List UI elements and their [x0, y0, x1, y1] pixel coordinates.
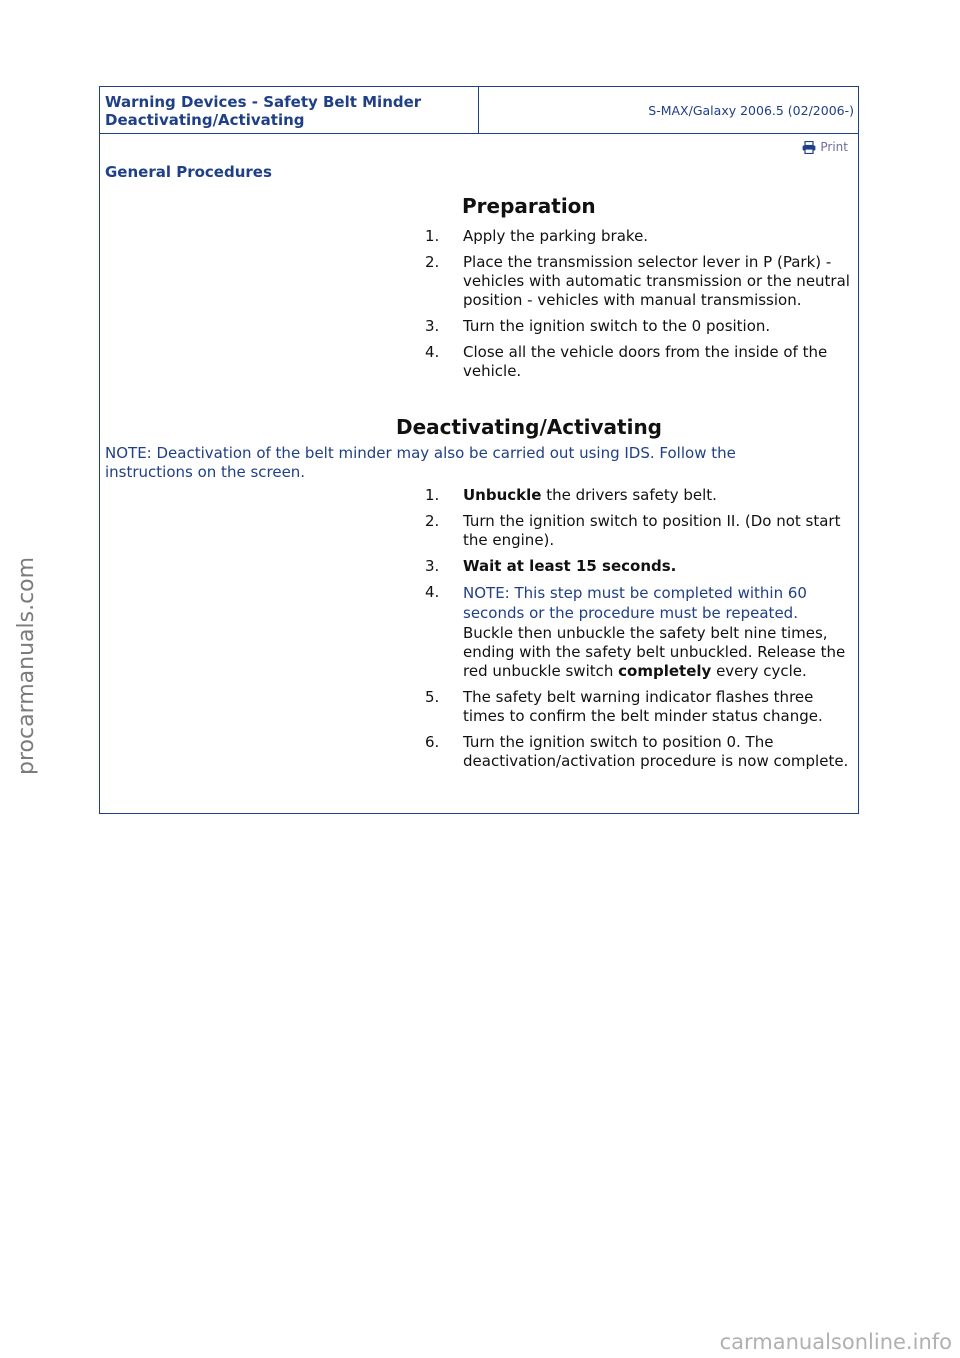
vehicle-model: S-MAX/Galaxy 2006.5 (02/2006-): [648, 103, 854, 118]
document-header: [100, 87, 858, 134]
list-item: 3. Wait at least 15 seconds.: [425, 557, 677, 575]
document-frame: [99, 86, 859, 814]
list-item: 5. The safety belt warning indicator flashes three times to confirm the belt minder status change.: [425, 688, 823, 725]
list-item: 1. Unbuckle the drivers safety belt.: [425, 486, 717, 504]
print-label: Print: [820, 140, 848, 154]
list-item: 4. Close all the vehicle doors from the inside of the vehicle.: [425, 343, 828, 380]
preparation-steps: [425, 227, 855, 388]
list-item: 6. Turn the ignition switch to position 0. The deactivation/activation procedure is now complete.: [425, 733, 849, 770]
deactivating-steps: [425, 486, 855, 778]
printer-icon: [802, 141, 816, 154]
page-title: [100, 87, 479, 133]
page-title-line2: Deactivating/Activating: [105, 111, 305, 129]
page-title-line1: Warning Devices - Safety Belt Minder: [105, 93, 422, 111]
footer-watermark: carmanualsonline.info: [719, 1330, 952, 1354]
preparation-heading: Preparation: [462, 194, 596, 218]
list-item: 2. Place the transmission selector lever in P (Park) - vehicles with automatic transmission or the neutral position - vehicles with manual transmission.: [425, 253, 850, 309]
print-button[interactable]: [802, 140, 848, 154]
list-item: 1. Apply the parking brake.: [425, 227, 649, 245]
section-label: General Procedures: [105, 163, 272, 181]
list-item: 4. NOTE: This step must be completed within 60 seconds or the procedure must be repeated. Buckle then unbuckle the safety belt nine times, ending with the safety belt unbuckled. Release the red unbuckle switch completely every cycle.: [463, 583, 855, 681]
step-note: NOTE: This step must be completed within 60 seconds or the procedure must be repeated.: [463, 584, 807, 622]
list-item: 2. Turn the ignition switch to position II. (Do not start the engine).: [425, 512, 841, 549]
deactivating-heading: Deactivating/Activating: [396, 415, 662, 439]
side-watermark: procarmanuals.com: [14, 556, 39, 775]
ids-note: NOTE: Deactivation of the belt minder may also be carried out using IDS. Follow the instructions on the screen.: [105, 444, 736, 481]
list-item: 3. Turn the ignition switch to the 0 position.: [425, 317, 771, 335]
